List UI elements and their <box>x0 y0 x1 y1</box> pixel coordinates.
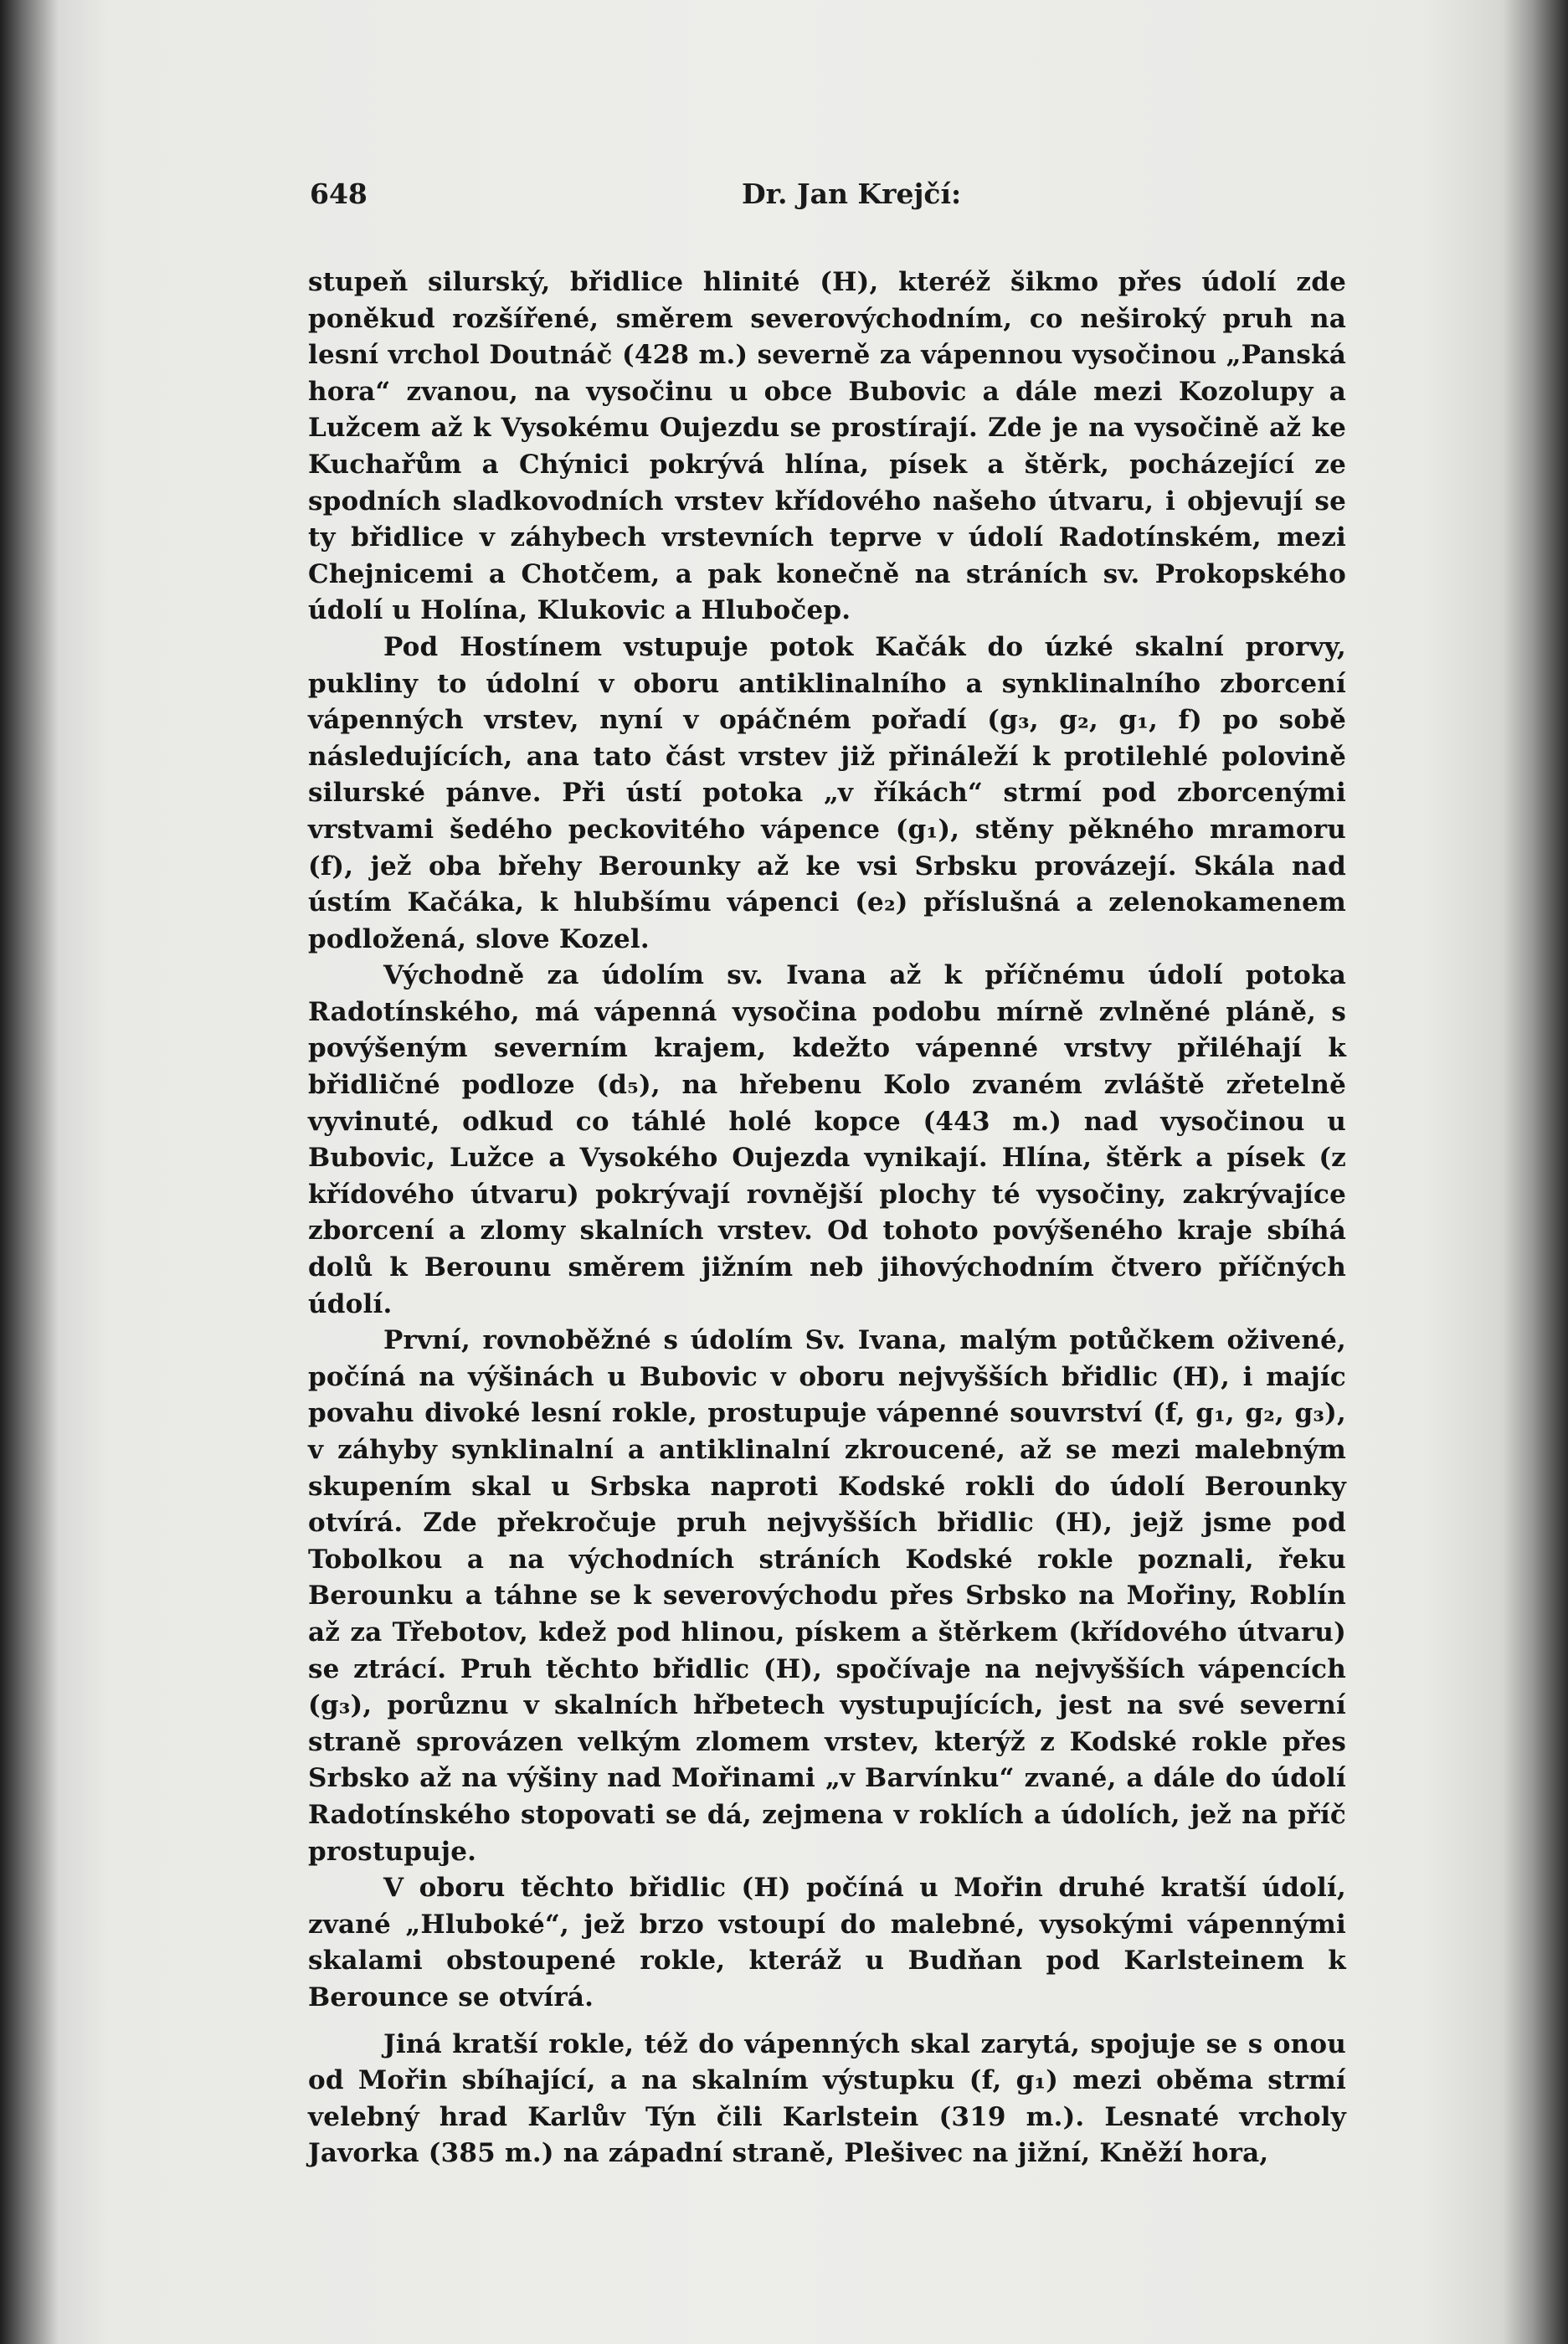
paragraph: Východně za údolím sv. Ivana až k příčnému údolí potoka Radotínského, má vápenná vysočina podobu mírně zvlněné pláně, s povýšeným severním krajem, kdežto vápenné vrstvy přiléhají k břidličné podloze (d₅), na hřebenu Kolo zvaném zvláště zřetelně vyvinuté, odkud co táhlé holé kopce (443 m.) nad vysočinou u Bubovic, Lužce a Vysokého Oujezda vynikají. Hlína, štěrk a písek (z křídového útvaru) pokrývají rovnější plochy té vysočiny, zakrývajíce zborcení a zlomy skalních vrstev. Od tohoto povýšeného kraje sbíhá dolů k Berounu směrem jižním neb jihovýchodním čtvero příčných údolí. <box>308 960 1346 1319</box>
paragraph: Jiná kratší rokle, též do vápenných skal zarytá, spojuje se s onou od Mořin sbíhající, a na skalním výstupku (f, g₁) mezi oběma strmí velebný hrad Karlův Týn čili Karlstein (319 m.). Lesnaté vrcholy Javorka (385 m.) na západní straně, Plešivec na jižní, Kněží hora, <box>308 2028 1346 2169</box>
paragraph: První, rovnoběžné s údolím Sv. Ivana, malým potůčkem oživené, počíná na výšinách u Bubovic v oboru nejvyšších břidlic (H), i majíc povahu divoké lesní rokle, prostupuje vápenné souvrství (f, g₁, g₂, g₃), v záhyby synklinalní a antiklinalní zkroucené, až se mezi malebným skupením skal u Srbska naproti Kodské rokli do údolí Berounky otvírá. Zde překročuje pruh nejvyšších břidlic (H), jejž jsme pod Tobolkou a na východních stráních Kodské rokle poznali, řeku Berounku a táhne se k severovýchodu přes Srbsko na Mořiny, Roblín až za Třebotov, kdež pod hlinou, pískem a štěrkem (křídového útvaru) se ztrácí. Pruh těchto břidlic (H), spočívaje na nejvyšších vápencích (g₃), porůznu v skalních hřbetech vystupujících, jest na své severní straně sprovázen velkým zlomem vrstev, kterýž z Kodské rokle přes Srbsko až na výšiny nad Mořinami „v Barvínku“ zvané, a dále do údolí Radotínského stopovati se dá, zejmena v roklích a údolích, jež na příč prostupuje. <box>308 1325 1346 1867</box>
page-number: 648 <box>310 177 368 210</box>
paragraph: stupeň silurský, břidlice hlinité (H), kteréž šikmo přes údolí zde poněkud rozšířené, směrem severovýchodním, co neširoký pruh na lesní vrchol Doutnáč (428 m.) severně za vápennou vysočinou „Panská hora“ zvanou, na vysočinu u obce Bubovic a dále mezi Kozolupy a Lužcem až k Vysokému Oujezdu se prostírají. Zde je na vysočině až ke Kuchařům a Chýnici pokrývá hlína, písek a štěrk, pocházející ze spodních sladkovodních vrstev křídového našeho útvaru, i objevují se ty břidlice v záhybech vrstevních teprve v údolí Radotínském, mezi Chejnicemi a Chotčem, a pak konečně na stráních sv. Prokopského údolí u Holína, Klukovic a Hlubočep. <box>308 267 1346 626</box>
body-text <box>308 265 1346 2172</box>
page-header <box>310 177 962 219</box>
paragraph: V oboru těchto břidlic (H) počíná u Mořin druhé kratší údolí, zvané „Hluboké“, jež brzo vstoupí do malebné, vysokými vápennými skalami obstoupené rokle, kteráž u Budňan pod Karlsteinem k Berounce se otvírá. <box>308 1873 1346 2012</box>
running-head: Dr. Jan Krejčí: <box>742 177 962 210</box>
paragraph: Pod Hostínem vstupuje potok Kačák do úzké skalní prorvy, pukliny to údolní v oboru antiklinalního a synklinalního zborcení vápenných vrstev, nyní v opáčném pořadí (g₃, g₂, g₁, f) po sobě následujících, ana tato část vrstev již přináleží k protilehlé polovině silurské pánve. Při ústí potoka „v říkách“ strmí pod zborcenými vrstvami šedého peckovitého vápence (g₁), stěny pěkného mramoru (f), jež oba břehy Berounky až ke vsi Srbsku provázejí. Skála nad ústím Kačáka, k hlubšímu vápenci (e₂) příslušná a zelenokamenem podložená, slove Kozel. <box>308 631 1346 954</box>
